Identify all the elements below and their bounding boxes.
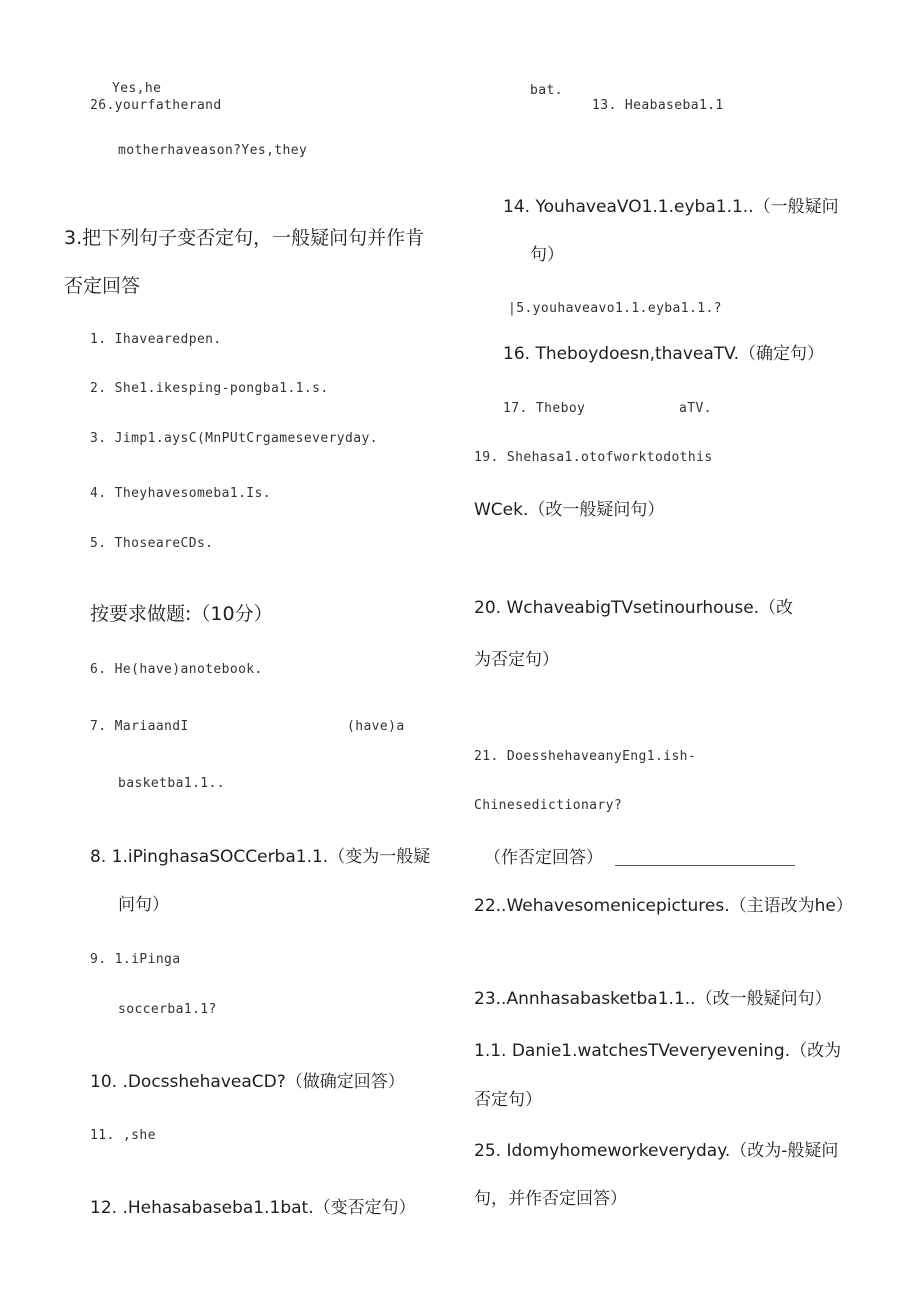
q7-part2: (have)a	[347, 719, 405, 734]
q24-line2: 否定句）	[474, 1090, 542, 1110]
q19-line2: WCek.（改一般疑问句）	[474, 500, 665, 520]
q22: 22..Wehavesomenicepictures.（主语改为he）	[474, 896, 853, 916]
q10: 10. .DocsshehaveaCD?（做确定回答）	[90, 1072, 405, 1092]
item-2: 2. She1.ikesping-pongba1.1.s.	[90, 381, 329, 396]
q9-line1: 9. 1.iPinga	[90, 952, 181, 967]
q7-part1: 7. MariaandI	[90, 719, 189, 734]
q9-line2: soccerba1.1?	[118, 1002, 217, 1017]
q25-line1: 25. Idomyhomeworkeveryday.（改为-般疑问	[474, 1141, 839, 1161]
section-heading: 按要求做题:（10分）	[90, 603, 273, 625]
q17-part1: 17. Theboy	[503, 401, 586, 416]
q26-answer: Yes,he	[112, 81, 162, 96]
q13: 13. Heabaseba1.1	[592, 98, 724, 113]
q14-line2: 句）	[530, 245, 564, 265]
item-4: 4. Theyhavesomeba1.Is.	[90, 486, 271, 501]
q16: 16. Theboydoesn,thaveaTV.（确定句）	[503, 344, 825, 364]
q19-line1: 19. Shehasa1.otofworktodothis	[474, 450, 713, 465]
answer-blank	[615, 864, 795, 866]
q14-line1: 14. YouhaveaVO1.1.eyba1.1..（一般疑问	[503, 197, 839, 217]
q24-line1: 1.1. Danie1.watchesTVeveryevening.（改为	[474, 1041, 842, 1061]
q15: |5.youhaveavo1.1.eyba1.1.?	[508, 301, 722, 316]
q21-instruction: （作否定回答）	[484, 848, 603, 868]
q23: 23..Annhasabasketba1.1..（改一般疑问句）	[474, 989, 832, 1009]
item-5: 5. ThoseareCDs.	[90, 536, 214, 551]
q26-line1: 26.yourfatherand	[90, 98, 222, 113]
q6: 6. He(have)anotebook.	[90, 662, 263, 677]
q8-line2: 问句）	[118, 895, 169, 915]
q20-line1: 20. WchaveabigTVsetinourhouse.（改	[474, 598, 794, 618]
top-bat: bat.	[530, 83, 563, 98]
section3-title: 3.把下列句子变否定句，一般疑问句并作肯	[64, 227, 425, 249]
q21-line2: Chinesedictionary?	[474, 798, 623, 813]
section3-title-cont: 否定回答	[64, 275, 141, 297]
q20-line2: 为否定句）	[474, 650, 559, 670]
item-1: 1. Ihavearedpen.	[90, 332, 222, 347]
q7-part3: basketba1.1..	[118, 776, 225, 791]
q8-line1: 8. 1.iPinghasaSOCCerba1.1.（变为一般疑	[90, 847, 431, 867]
item-3: 3. Jimp1.aysC(MnPUtCrgameseveryday.	[90, 431, 378, 446]
q12: 12. .Hehasabaseba1.1bat.（变否定句）	[90, 1198, 416, 1218]
q26-line2: motherhaveason?Yes,they	[118, 143, 308, 158]
q25-line2: 句，并作否定回答）	[474, 1189, 627, 1209]
q11: 11. ,she	[90, 1128, 156, 1143]
q21-line1: 21. DoesshehaveanyEng1.ish-	[474, 749, 697, 764]
q21-line3	[484, 850, 795, 867]
q17-part2: aTV.	[679, 401, 712, 416]
